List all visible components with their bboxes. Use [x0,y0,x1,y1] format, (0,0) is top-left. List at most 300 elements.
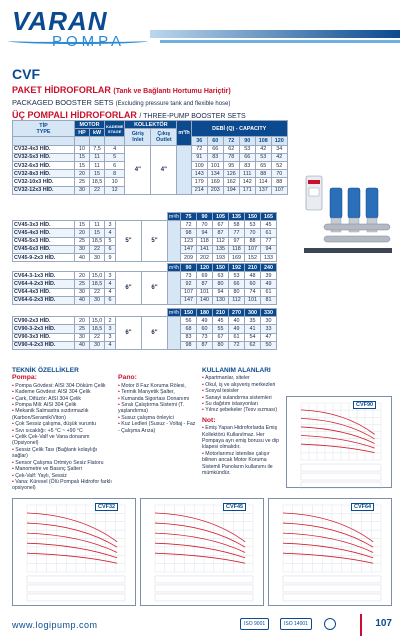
table-cell: CV32-4x3 HİD. [13,145,75,153]
table-cell: 22 [90,288,105,296]
table-cell: 67 [213,333,229,341]
spacer-cell [90,213,105,221]
spacer-cell [90,264,105,272]
flow-header: 90 [239,137,255,145]
performance-curve [155,553,245,563]
spacer-cell [90,137,105,145]
spacer-cell [75,264,90,272]
flow-header-row [13,264,277,272]
table-cell: 20 [75,229,90,237]
col-outlet-tr: Çıkış [157,130,171,137]
spacer-cell [105,309,116,317]
brand-name: VARAN [12,6,108,36]
table-cell: 95 [223,161,239,169]
table-cell: 6 [105,161,125,169]
spacer-cell [142,213,168,221]
table-cell: 91 [191,153,207,161]
title-line1-main: PAKET HİDROFORLAR [12,85,111,95]
table-cell: 169 [229,253,245,261]
chart-svg-cvf90 [287,397,393,489]
panel-list [118,383,196,434]
flow-header: 75 [181,213,197,221]
table-cell: 130 [213,296,229,304]
flow-header: 150 [181,309,197,317]
secondary-grid [155,576,253,601]
table-cell: 6 [105,245,116,253]
secondary-grid [27,576,125,601]
unit-spacer [168,317,181,350]
footer-divider [360,614,362,636]
list-item: ▪ Termik Manyetik Şalter, [118,389,196,395]
table-row [13,145,288,153]
axis-strip [301,473,381,480]
table-cell: 53 [239,145,255,153]
table-cell: 193 [213,253,229,261]
table-cell: 49 [197,317,213,325]
table-cell: 30 [261,317,277,325]
col-type-en: TYPE [36,128,51,135]
table-cell: 87 [197,341,213,349]
flow-header: 180 [197,309,213,317]
table-cell: 169 [207,178,223,186]
table-cell: 3 [105,333,116,341]
axis-strip [27,576,125,583]
table-cell: 20 [75,170,90,178]
list-item: ▪ Yılnız şebekeler (Tesv sızması) [202,407,282,413]
table-cell: CV45-6x3 HİD. [13,245,75,253]
table-cell: 5" [116,221,142,262]
table-cell: 107 [245,245,261,253]
table-cell: CV32-8x3 HİD. [13,170,75,178]
spec-table-cv45 [12,212,277,262]
performance-curve [27,543,117,558]
table-cell: 15,0 [90,272,105,280]
table-cell: 101 [245,296,261,304]
performance-curve [301,444,375,453]
flow-header: 210 [245,264,261,272]
performance-curve [301,427,375,444]
table-cell: 80 [229,288,245,296]
table-cell: 72 [181,221,197,229]
unit-cell: m³/h [169,264,179,271]
col-stage [105,121,125,137]
list-item: ▪ Sıvı sıcaklığı: +5 °C ~ +90 °C [12,428,112,434]
table-cell: CV45-5x3 HİD. [13,237,75,245]
flow-header: 90 [197,213,213,221]
table-cell: 62 [223,145,239,153]
flow-header: 240 [261,264,277,272]
table-cell: 40 [229,317,245,325]
title-line2 [12,98,392,109]
chart-svg-cvf32 [13,499,137,607]
table-cell: 9 [105,253,116,261]
chart-svg-cvf64 [269,499,393,607]
table-cell: 5 [105,237,116,245]
col-stage-en: STAGE [107,128,122,134]
flow-header: 135 [229,213,245,221]
table-cell: 147 [181,245,197,253]
table-cell: 140 [197,296,213,304]
table-cell: CV64-4x3 HİD. [13,288,75,296]
table-cell: 15 [75,221,90,229]
list-item: ▪ Kademe Gövdesi: AISI 304 Çelik [12,389,112,395]
table-cell: 109 [191,161,207,169]
list-item: ▪ Çek-Valf: Yaylı, Sessiz [12,473,112,479]
table-cell: 45 [261,221,277,229]
performance-curve [301,436,375,449]
title-block [12,66,392,123]
col-kw: kW [90,129,105,137]
table-cell: 33 [261,325,277,333]
table-cell: 72 [191,145,207,153]
table-cell: 78 [223,153,239,161]
table-cell: 98 [181,229,197,237]
table-cell: 83 [181,333,197,341]
table-cell: 4 [105,280,116,288]
page-number: 107 [375,618,392,629]
table-cell: 118 [229,245,245,253]
spacer-cell [116,213,142,221]
table-cell: 88 [271,178,287,186]
note-list [202,425,282,476]
table-cell: 30 [75,186,90,194]
table-cell: 42 [271,153,287,161]
axis-strip [301,482,381,489]
axis-strip [155,585,253,592]
title-line3-main: ÜÇ POMPALI HİDROFORLAR [12,110,137,120]
performance-curve [27,533,117,552]
spacer-cell [90,309,105,317]
table-cell: 147 [181,296,197,304]
unit-spacer [168,221,181,262]
secondary-grid [301,464,381,489]
table-cell: 107 [271,186,287,194]
flow-header: 90 [181,264,197,272]
table-cell: 70 [245,229,261,237]
axis-strip [283,594,381,601]
table-cell: 25 [75,178,90,186]
col-stage-tr: KADEME [106,123,124,129]
table-cell: 209 [181,253,197,261]
title-line3-note: / THREE-PUMP BOOSTER SETS [139,113,246,120]
table-cell: 61 [229,333,245,341]
cert-iso9001-badge: ISO 9001 [240,618,269,630]
panel-column [118,368,196,434]
chart-tag-cvf32: CVF32 [95,503,118,511]
table-cell: 55 [213,325,229,333]
col-collector: KOLLEKTÖR [125,121,177,129]
list-item: ▪ Vana: Küresel (Ölü Pompalı Hidrofor farklı opsiyonel) [12,479,112,492]
table-cell: 83 [207,153,223,161]
table-cell: 107 [181,288,197,296]
secondary-grid [283,576,381,601]
table-cell: 58 [229,221,245,229]
table-cell: 69 [197,272,213,280]
table-cell: 88 [245,237,261,245]
usage-column [202,368,282,477]
table-cell: CV64-4-2x3 HİD. [13,280,75,288]
pump-list [12,383,112,492]
table-cell: 30 [90,253,105,261]
table-cell: 15 [75,161,90,169]
col-inlet [125,129,151,145]
table-cell: CV32-10x3 HİD. [13,178,75,186]
table-cell: 101 [207,161,223,169]
performance-curve [155,513,245,542]
title-line1-note: (Tank ve Bağlantı Hortumu Hariçtir) [113,88,231,95]
table-row [13,221,277,229]
page-footer [0,610,400,642]
table-cell: 83 [239,161,255,169]
performance-chart-cvf45 [140,498,264,606]
table-cell: 40 [75,253,90,261]
table-cell: CV90-4-2x3 HİD. [13,341,75,349]
page-header [0,0,400,62]
performance-chart-cvf32 [12,498,136,606]
table-cell: 42 [255,145,271,153]
table-cell: 41 [245,325,261,333]
table-cell: 15 [90,229,105,237]
table-cell: 118 [197,237,213,245]
table-cell: 88 [255,170,271,178]
table-body-cv32 [13,145,288,194]
performance-curve [301,410,375,435]
list-item: ▪ Sosyal tesisler [202,388,282,394]
col-unit: m³/h [177,121,191,146]
table-cell: 11 [90,153,105,161]
table-cell: 3 [105,325,116,333]
table-cell: 10 [75,145,90,153]
list-item: ▪ Kuz Ledleri (Susuz - Voltaj - Faz - Çalışma Arıza) [118,421,196,434]
axis-strip [27,594,125,601]
axis-strip [283,576,381,583]
performance-curve [155,533,245,552]
table-cell: 56 [181,317,197,325]
title-line2-main: PACKAGED BOOSTER SETS [12,98,114,107]
table-cell: 50 [261,341,277,349]
list-item: ▪ Pompa Gövdesi: AISI 304 Döküm Çelik [12,383,112,389]
spacer-cell [105,213,116,221]
table-cell: 92 [181,280,197,288]
table-cell: 179 [191,178,207,186]
performance-curve [27,513,117,542]
table-cell: 65 [255,161,271,169]
table-cell: 66 [229,280,245,288]
table-cell: 162 [223,178,239,186]
table-row [13,317,277,325]
table-cell: 18,5 [90,280,105,288]
table-cell: 66 [207,145,223,153]
quality-seal-icon [324,618,336,630]
table-cell: 61 [261,229,277,237]
list-item: ▪ Manometre ve Basınç Şalteri [12,466,112,472]
usage-title: KULLANIM ALANLARI [202,367,271,374]
website-link[interactable]: www.logipump.com [12,620,98,630]
table-cell: 22 [90,245,105,253]
col-inlet-en: Inlet [132,136,144,143]
flow-header: 300 [245,309,261,317]
table-cell: 77 [261,237,277,245]
tech-title: TEKNİK ÖZELLİKLER [12,367,79,374]
header-band [150,30,400,38]
table-cell: 63 [213,272,229,280]
table-cell: 30 [75,245,90,253]
table-cell: 6" [142,272,168,305]
brand-sub: POMPA [52,33,126,50]
table-cell: 66 [239,153,255,161]
table-cell: 72 [229,341,245,349]
spacer-cell [13,137,75,145]
flow-header: 165 [261,213,277,221]
performance-curve [283,513,373,542]
flow-header: 60 [207,137,223,145]
list-item: ▪ Çok Sessiz çalışma, düşük vuruntu [12,421,112,427]
table-cell: 40 [75,296,90,304]
table-cell: 4" [125,145,151,194]
pump-title: Pompa: [12,374,37,382]
table-cell: 94 [213,288,229,296]
table-cell: 3 [105,272,116,280]
table-cell: 94 [261,245,277,253]
list-item: ▪ Kumanda Sigortası Donanımı [118,396,196,402]
chart-tag-cvf90: CVF90 [353,401,376,409]
list-item: ▪ Susuz çalışma önleyici [118,415,196,421]
table-cell: 8 [105,170,125,178]
table-cell: 67 [213,221,229,229]
table-cell: 53 [255,153,271,161]
axis-strip [155,576,253,583]
table-cell: 30 [75,333,90,341]
performance-curve [283,553,373,563]
table-body-cv45 [13,221,277,262]
performance-curve [283,543,373,558]
table-cell: 123 [181,237,197,245]
table-cell: 30 [90,341,105,349]
table-cell: 25 [75,280,90,288]
table-cell: 4 [105,341,116,349]
flow-header-row [13,213,277,221]
table-cell: 134 [207,170,223,178]
unit-spacer [177,145,191,194]
spec-table-cv90 [12,308,277,350]
logo-swoosh-icon [8,38,148,44]
table-cell: 3 [105,221,116,229]
flow-header-row [13,309,277,317]
flow-header: 108 [255,137,271,145]
list-item: ▪ Okul, iş ve alışveriş merkezleri [202,382,282,388]
table-body-cv64 [13,272,277,305]
table-cell: 7,5 [90,145,105,153]
col-outlet-en: Outlet [156,136,172,143]
table-cell: 77 [229,229,245,237]
table-cell: 73 [181,272,197,280]
flow-header: 120 [271,137,287,145]
table-cell: 112 [229,296,245,304]
table-cell: 62 [245,341,261,349]
table-cell: 87 [197,280,213,288]
list-item: ▪ Çark, Difüzör: AISI 304 Çelik [12,396,112,402]
table-cell: 40 [75,341,90,349]
flow-header: 330 [261,309,277,317]
usage-list [202,375,282,413]
flow-header: 192 [229,264,245,272]
table-cell: 70 [271,170,287,178]
axis-strip [27,585,125,592]
unit-spacer [168,272,181,305]
table-cell: 137 [255,186,271,194]
table-cell: 25 [75,325,90,333]
table-cell: 97 [229,237,245,245]
col-hp: HP [75,129,90,137]
table-cell: 6" [116,272,142,305]
performance-curve [283,533,373,552]
table-cell: 70 [197,221,213,229]
table-cell: 61 [261,288,277,296]
table-cell: 152 [245,253,261,261]
table-cell: CV32-6x3 HİD. [13,161,75,169]
col-motor: MOTOR [75,121,105,129]
table-cell: 60 [245,280,261,288]
spacer-cell [116,309,142,317]
table-cell: 53 [245,221,261,229]
table-cell: CV90-2x3 HİD. [13,317,75,325]
tech-column [12,368,112,492]
table-cell: 4 [105,288,116,296]
unit-cell: m³/h [169,309,179,316]
table-cell: 18,5 [90,325,105,333]
list-item: ▪ Motorlarımız istenilse çalışır bilinen ancak Motor Koruma Sistemli Panoların kullanımı ile mümkündür. [202,451,282,477]
table-cell: 30 [75,288,90,296]
table-cell: 25 [75,237,90,245]
table-cell: CV45-9-2x3 HİD. [13,253,75,261]
title-line1 [12,84,392,98]
flow-header: 150 [245,213,261,221]
table-cell: 11 [90,221,105,229]
table-cell: 4 [105,145,125,153]
col-outlet [151,129,177,145]
list-item: ▪ Sanayi sulandırma sistemleri [202,395,282,401]
table-cell: 68 [181,325,197,333]
table-cell: 54 [245,333,261,341]
note-title: Not: [202,416,216,424]
table-cell: 87 [213,229,229,237]
brand-logo [12,8,125,49]
table-cell: 114 [255,178,271,186]
table-cell: 98 [181,341,197,349]
list-item: ▪ Sıralı Çalıştırma Sistemi (T. yaşlandırma) [118,402,196,415]
table-cell: 18,5 [90,237,105,245]
table-cell: 202 [197,253,213,261]
chart-tag-cvf45: CVF45 [223,503,246,511]
table-cell: 94 [197,229,213,237]
flow-header: 120 [197,264,213,272]
table-cell: 111 [239,170,255,178]
spacer-cell [75,309,90,317]
table-cell: 22 [90,186,105,194]
table-cell: 194 [223,186,239,194]
table-cell: 20 [75,272,90,280]
table-cell: 126 [223,170,239,178]
chart-tag-cvf64: CVF64 [351,503,374,511]
spacer-cell [142,309,168,317]
spec-table-cv32 [12,120,288,195]
flow-header: 105 [213,213,229,221]
table-cell: 74 [245,288,261,296]
spacer-cell [13,213,75,221]
table-cell: 6" [142,317,168,350]
table-cell: 11 [90,161,105,169]
booster-set-illustration [300,168,396,260]
